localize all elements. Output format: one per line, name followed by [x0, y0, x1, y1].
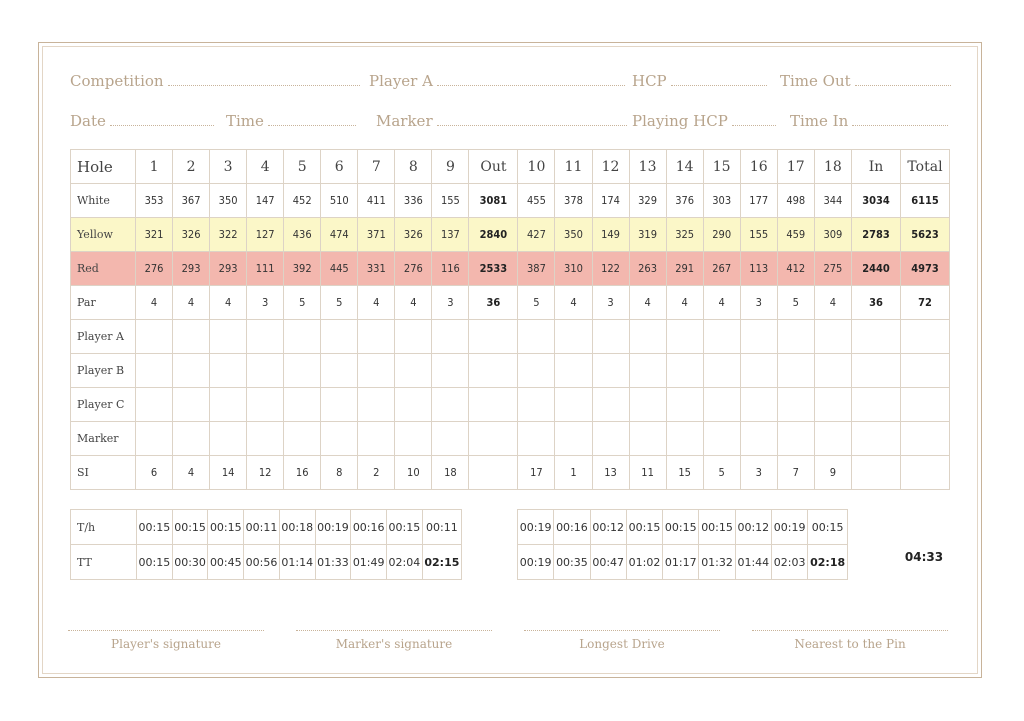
hole-col-18: 18 [814, 150, 851, 184]
score-cell[interactable] [247, 388, 284, 422]
value-cell: 276 [136, 252, 173, 286]
hole-col-2: 2 [173, 150, 210, 184]
time-cell: 01:02 [626, 545, 662, 580]
score-cell[interactable] [284, 422, 321, 456]
hole-col-5: 5 [284, 150, 321, 184]
row-label: Player B [71, 354, 136, 388]
score-cell[interactable] [901, 388, 950, 422]
hcp-field[interactable] [632, 72, 767, 90]
time-cell: 00:15 [137, 510, 173, 545]
time-in-field[interactable] [790, 112, 948, 130]
time-cell: 00:35 [554, 545, 590, 580]
value-cell: 36 [469, 286, 518, 320]
time-cell: 00:15 [172, 510, 208, 545]
time-cell: 02:15 [422, 545, 461, 580]
row-yellow [71, 218, 950, 252]
score-cell[interactable] [469, 388, 518, 422]
row-si [71, 456, 950, 490]
value-cell: 371 [358, 218, 395, 252]
value-cell: 293 [173, 252, 210, 286]
value-cell [469, 456, 518, 490]
row-label: Red [71, 252, 136, 286]
time-cell: 00:15 [137, 545, 173, 580]
value-cell: 11 [629, 456, 666, 490]
value-cell: 276 [395, 252, 432, 286]
score-cell[interactable] [358, 388, 395, 422]
score-cell[interactable] [740, 354, 777, 388]
score-cell[interactable] [703, 354, 740, 388]
value-cell: 310 [555, 252, 592, 286]
value-cell: 5 [518, 286, 555, 320]
hole-col-13: 13 [629, 150, 666, 184]
date-label: Date [70, 112, 106, 130]
score-cell[interactable] [321, 320, 358, 354]
row-label: White [71, 184, 136, 218]
score-cell[interactable] [703, 320, 740, 354]
value-cell: 149 [592, 218, 629, 252]
hole-col-3: 3 [210, 150, 247, 184]
score-cell[interactable] [395, 320, 432, 354]
time-cell: 00:15 [663, 510, 699, 545]
time-cell: 00:16 [554, 510, 590, 545]
score-cell[interactable] [814, 388, 851, 422]
time-cell: 00:18 [279, 510, 315, 545]
score-cell[interactable] [777, 354, 814, 388]
score-cell[interactable] [901, 354, 950, 388]
value-cell: 36 [852, 286, 901, 320]
time-cell: 02:03 [771, 545, 807, 580]
row-label: TT [71, 545, 137, 580]
time-in-label: Time In [790, 112, 849, 130]
row-par [71, 286, 950, 320]
score-cell[interactable] [666, 320, 703, 354]
time-cell: 00:45 [208, 545, 244, 580]
time-cell: 01:32 [699, 545, 735, 580]
time-cell: 00:11 [244, 510, 280, 545]
score-cell[interactable] [777, 320, 814, 354]
time-label: Time [226, 112, 264, 130]
value-cell: 113 [740, 252, 777, 286]
nearest-to-the-pin[interactable]: Nearest to the Pin [752, 630, 948, 651]
hole-col-16: 16 [740, 150, 777, 184]
score-cell[interactable] [321, 422, 358, 456]
value-cell: 18 [432, 456, 469, 490]
value-cell: 3 [740, 456, 777, 490]
score-cell[interactable] [901, 320, 950, 354]
score-cell[interactable] [321, 354, 358, 388]
value-cell: 412 [777, 252, 814, 286]
playing-hcp-field[interactable] [632, 112, 776, 130]
score-cell[interactable] [814, 320, 851, 354]
value-cell: 4 [173, 286, 210, 320]
value-cell: 411 [358, 184, 395, 218]
time-per-hole-row [71, 510, 462, 545]
time-cell: 00:15 [626, 510, 662, 545]
time-cell: 01:44 [735, 545, 771, 580]
value-cell: 510 [321, 184, 358, 218]
value-cell [901, 456, 950, 490]
hole-col-17: 17 [777, 150, 814, 184]
value-cell: 293 [210, 252, 247, 286]
score-cell[interactable] [740, 388, 777, 422]
total-time-row [518, 545, 848, 580]
value-cell: 436 [284, 218, 321, 252]
score-cell[interactable] [469, 320, 518, 354]
value-cell: 353 [136, 184, 173, 218]
value-cell: 72 [901, 286, 950, 320]
score-cell[interactable] [629, 354, 666, 388]
hole-col-total: Total [901, 150, 950, 184]
hole-header-row [71, 150, 950, 184]
score-cell[interactable] [518, 320, 555, 354]
time-cell: 00:15 [808, 510, 848, 545]
row-red [71, 252, 950, 286]
value-cell: 12 [247, 456, 284, 490]
score-cell[interactable] [432, 320, 469, 354]
row-label: Par [71, 286, 136, 320]
value-cell: 378 [555, 184, 592, 218]
hole-header: Hole [71, 150, 136, 184]
hole-col-out: Out [469, 150, 518, 184]
times-in-table [517, 509, 848, 580]
value-cell: 14 [210, 456, 247, 490]
score-cell[interactable] [247, 320, 284, 354]
value-cell: 4 [136, 286, 173, 320]
value-cell: 498 [777, 184, 814, 218]
score-cell[interactable] [740, 422, 777, 456]
value-cell: 291 [666, 252, 703, 286]
value-cell: 387 [518, 252, 555, 286]
value-cell: 263 [629, 252, 666, 286]
value-cell: 331 [358, 252, 395, 286]
hole-col-14: 14 [666, 150, 703, 184]
value-cell: 1 [555, 456, 592, 490]
score-cell[interactable] [136, 422, 173, 456]
time-field[interactable] [226, 112, 356, 130]
value-cell: 5 [777, 286, 814, 320]
value-cell: 303 [703, 184, 740, 218]
hole-col-8: 8 [395, 150, 432, 184]
value-cell: 155 [740, 218, 777, 252]
score-cell[interactable] [395, 388, 432, 422]
row-label: Yellow [71, 218, 136, 252]
value-cell: 344 [814, 184, 851, 218]
score-cell[interactable] [210, 388, 247, 422]
score-cell[interactable] [777, 388, 814, 422]
markers-signature[interactable]: Marker's signature [296, 630, 492, 651]
time-cell: 00:15 [208, 510, 244, 545]
time-cell: 00:19 [315, 510, 351, 545]
score-cell[interactable] [358, 320, 395, 354]
time-cell: 00:16 [351, 510, 387, 545]
score-cell[interactable] [518, 388, 555, 422]
value-cell: 267 [703, 252, 740, 286]
score-cell[interactable] [852, 320, 901, 354]
score-cell[interactable] [740, 320, 777, 354]
time-cell: 02:18 [808, 545, 848, 580]
value-cell: 4 [555, 286, 592, 320]
value-cell: 3 [592, 286, 629, 320]
value-cell: 17 [518, 456, 555, 490]
score-cell[interactable] [210, 320, 247, 354]
value-cell: 122 [592, 252, 629, 286]
hole-col-9: 9 [432, 150, 469, 184]
score-cell[interactable] [247, 422, 284, 456]
score-cell[interactable] [173, 422, 210, 456]
time-cell: 00:56 [244, 545, 280, 580]
score-cell[interactable] [358, 354, 395, 388]
value-cell: 4 [703, 286, 740, 320]
score-cell[interactable] [173, 388, 210, 422]
value-cell: 4 [814, 286, 851, 320]
value-cell: 111 [247, 252, 284, 286]
value-cell: 322 [210, 218, 247, 252]
time-cell: 00:47 [590, 545, 626, 580]
value-cell: 5623 [901, 218, 950, 252]
value-cell: 10 [395, 456, 432, 490]
hole-col-11: 11 [555, 150, 592, 184]
value-cell: 4 [666, 286, 703, 320]
value-cell: 9 [814, 456, 851, 490]
score-cell[interactable] [136, 320, 173, 354]
value-cell: 350 [555, 218, 592, 252]
time-per-hole-row [518, 510, 848, 545]
time-cell: 00:15 [699, 510, 735, 545]
value-cell: 127 [247, 218, 284, 252]
value-cell: 2440 [852, 252, 901, 286]
row-label: Player A [71, 320, 136, 354]
value-cell: 326 [395, 218, 432, 252]
score-cell[interactable] [518, 422, 555, 456]
score-cell[interactable] [321, 388, 358, 422]
time-cell: 00:12 [590, 510, 626, 545]
value-cell: 329 [629, 184, 666, 218]
score-cell[interactable] [469, 422, 518, 456]
value-cell: 459 [777, 218, 814, 252]
value-cell: 8 [321, 456, 358, 490]
time-cell: 00:19 [518, 545, 554, 580]
value-cell: 4 [173, 456, 210, 490]
hole-col-1: 1 [136, 150, 173, 184]
score-cell[interactable] [814, 354, 851, 388]
row-label: Player C [71, 388, 136, 422]
time-cell: 01:33 [315, 545, 351, 580]
row-player-c [71, 388, 950, 422]
value-cell: 5 [703, 456, 740, 490]
row-player-b [71, 354, 950, 388]
hole-col-10: 10 [518, 150, 555, 184]
value-cell: 3081 [469, 184, 518, 218]
value-cell: 427 [518, 218, 555, 252]
value-cell: 16 [284, 456, 321, 490]
time-cell: 01:14 [279, 545, 315, 580]
score-cell[interactable] [555, 422, 592, 456]
hole-col-in: In [852, 150, 901, 184]
hole-col-6: 6 [321, 150, 358, 184]
time-out-label: Time Out [780, 72, 851, 90]
score-cell[interactable] [173, 320, 210, 354]
value-cell: 2840 [469, 218, 518, 252]
score-cell[interactable] [555, 320, 592, 354]
value-cell: 174 [592, 184, 629, 218]
value-cell: 367 [173, 184, 210, 218]
time-cell: 01:17 [663, 545, 699, 580]
value-cell: 147 [247, 184, 284, 218]
score-cell[interactable] [555, 354, 592, 388]
value-cell: 325 [666, 218, 703, 252]
value-cell: 3034 [852, 184, 901, 218]
row-white [71, 184, 950, 218]
value-cell: 4 [395, 286, 432, 320]
score-cell[interactable] [629, 320, 666, 354]
value-cell: 137 [432, 218, 469, 252]
value-cell: 326 [173, 218, 210, 252]
time-cell: 00:19 [771, 510, 807, 545]
times-out-table [70, 509, 462, 580]
hole-col-12: 12 [592, 150, 629, 184]
time-out-field[interactable] [780, 72, 951, 90]
value-cell: 4 [210, 286, 247, 320]
score-cell[interactable] [592, 354, 629, 388]
time-cell: 01:49 [351, 545, 387, 580]
value-cell: 350 [210, 184, 247, 218]
value-cell: 177 [740, 184, 777, 218]
score-cell[interactable] [284, 354, 321, 388]
time-cell: 00:11 [422, 510, 461, 545]
score-cell[interactable] [136, 388, 173, 422]
score-cell[interactable] [469, 354, 518, 388]
score-cell[interactable] [777, 422, 814, 456]
score-cell[interactable] [901, 422, 950, 456]
value-cell: 155 [432, 184, 469, 218]
value-cell: 2783 [852, 218, 901, 252]
time-cell: 00:15 [387, 510, 423, 545]
total-time: 04:33 [904, 550, 944, 564]
value-cell: 4 [358, 286, 395, 320]
hole-col-7: 7 [358, 150, 395, 184]
value-cell: 2 [358, 456, 395, 490]
score-cell[interactable] [592, 388, 629, 422]
score-cell[interactable] [666, 422, 703, 456]
score-cell[interactable] [432, 354, 469, 388]
score-cell[interactable] [210, 422, 247, 456]
hole-col-4: 4 [247, 150, 284, 184]
value-cell: 336 [395, 184, 432, 218]
value-cell: 2533 [469, 252, 518, 286]
score-cell[interactable] [358, 422, 395, 456]
score-cell[interactable] [395, 354, 432, 388]
value-cell: 290 [703, 218, 740, 252]
value-cell: 445 [321, 252, 358, 286]
score-cell[interactable] [136, 354, 173, 388]
value-cell: 455 [518, 184, 555, 218]
score-cell[interactable] [666, 354, 703, 388]
value-cell: 392 [284, 252, 321, 286]
value-cell: 309 [814, 218, 851, 252]
score-cell[interactable] [703, 388, 740, 422]
time-cell: 02:04 [387, 545, 423, 580]
scorecard-table [70, 149, 950, 490]
value-cell: 4973 [901, 252, 950, 286]
score-cell[interactable] [852, 388, 901, 422]
score-cell[interactable] [592, 422, 629, 456]
row-marker [71, 422, 950, 456]
score-cell[interactable] [173, 354, 210, 388]
value-cell: 474 [321, 218, 358, 252]
value-cell: 3 [740, 286, 777, 320]
score-cell[interactable] [703, 422, 740, 456]
score-cell[interactable] [629, 422, 666, 456]
date-field[interactable] [70, 112, 214, 130]
score-cell[interactable] [814, 422, 851, 456]
hcp-label: HCP [632, 72, 667, 90]
score-cell[interactable] [432, 422, 469, 456]
row-player-a [71, 320, 950, 354]
score-cell[interactable] [555, 388, 592, 422]
score-cell[interactable] [284, 388, 321, 422]
players-signature[interactable]: Player's signature [68, 630, 264, 651]
score-cell[interactable] [666, 388, 703, 422]
playing-hcp-label: Playing HCP [632, 112, 728, 130]
hole-col-15: 15 [703, 150, 740, 184]
value-cell: 6 [136, 456, 173, 490]
value-cell [852, 456, 901, 490]
value-cell: 452 [284, 184, 321, 218]
value-cell: 5 [284, 286, 321, 320]
score-cell[interactable] [395, 422, 432, 456]
value-cell: 116 [432, 252, 469, 286]
value-cell: 3 [247, 286, 284, 320]
time-cell: 00:30 [172, 545, 208, 580]
value-cell: 321 [136, 218, 173, 252]
time-cell: 00:12 [735, 510, 771, 545]
value-cell: 319 [629, 218, 666, 252]
marker-label: Marker [376, 112, 433, 130]
value-cell: 13 [592, 456, 629, 490]
value-cell: 275 [814, 252, 851, 286]
score-cell[interactable] [518, 354, 555, 388]
score-cell[interactable] [284, 320, 321, 354]
value-cell: 4 [629, 286, 666, 320]
score-cell[interactable] [247, 354, 284, 388]
competition-field[interactable] [70, 72, 360, 90]
total-time-row [71, 545, 462, 580]
score-cell[interactable] [432, 388, 469, 422]
value-cell: 6115 [901, 184, 950, 218]
time-cell: 00:19 [518, 510, 554, 545]
row-label: T/h [71, 510, 137, 545]
score-cell[interactable] [852, 422, 901, 456]
value-cell: 7 [777, 456, 814, 490]
player-a-field[interactable] [369, 72, 625, 90]
score-cell[interactable] [210, 354, 247, 388]
longest-drive[interactable]: Longest Drive [524, 630, 720, 651]
row-label: SI [71, 456, 136, 490]
value-cell: 3 [432, 286, 469, 320]
value-cell: 5 [321, 286, 358, 320]
score-cell[interactable] [852, 354, 901, 388]
score-cell[interactable] [629, 388, 666, 422]
value-cell: 15 [666, 456, 703, 490]
marker-field[interactable] [376, 112, 627, 130]
value-cell: 376 [666, 184, 703, 218]
row-label: Marker [71, 422, 136, 456]
competition-label: Competition [70, 72, 164, 90]
player-a-label: Player A [369, 72, 433, 90]
score-cell[interactable] [592, 320, 629, 354]
